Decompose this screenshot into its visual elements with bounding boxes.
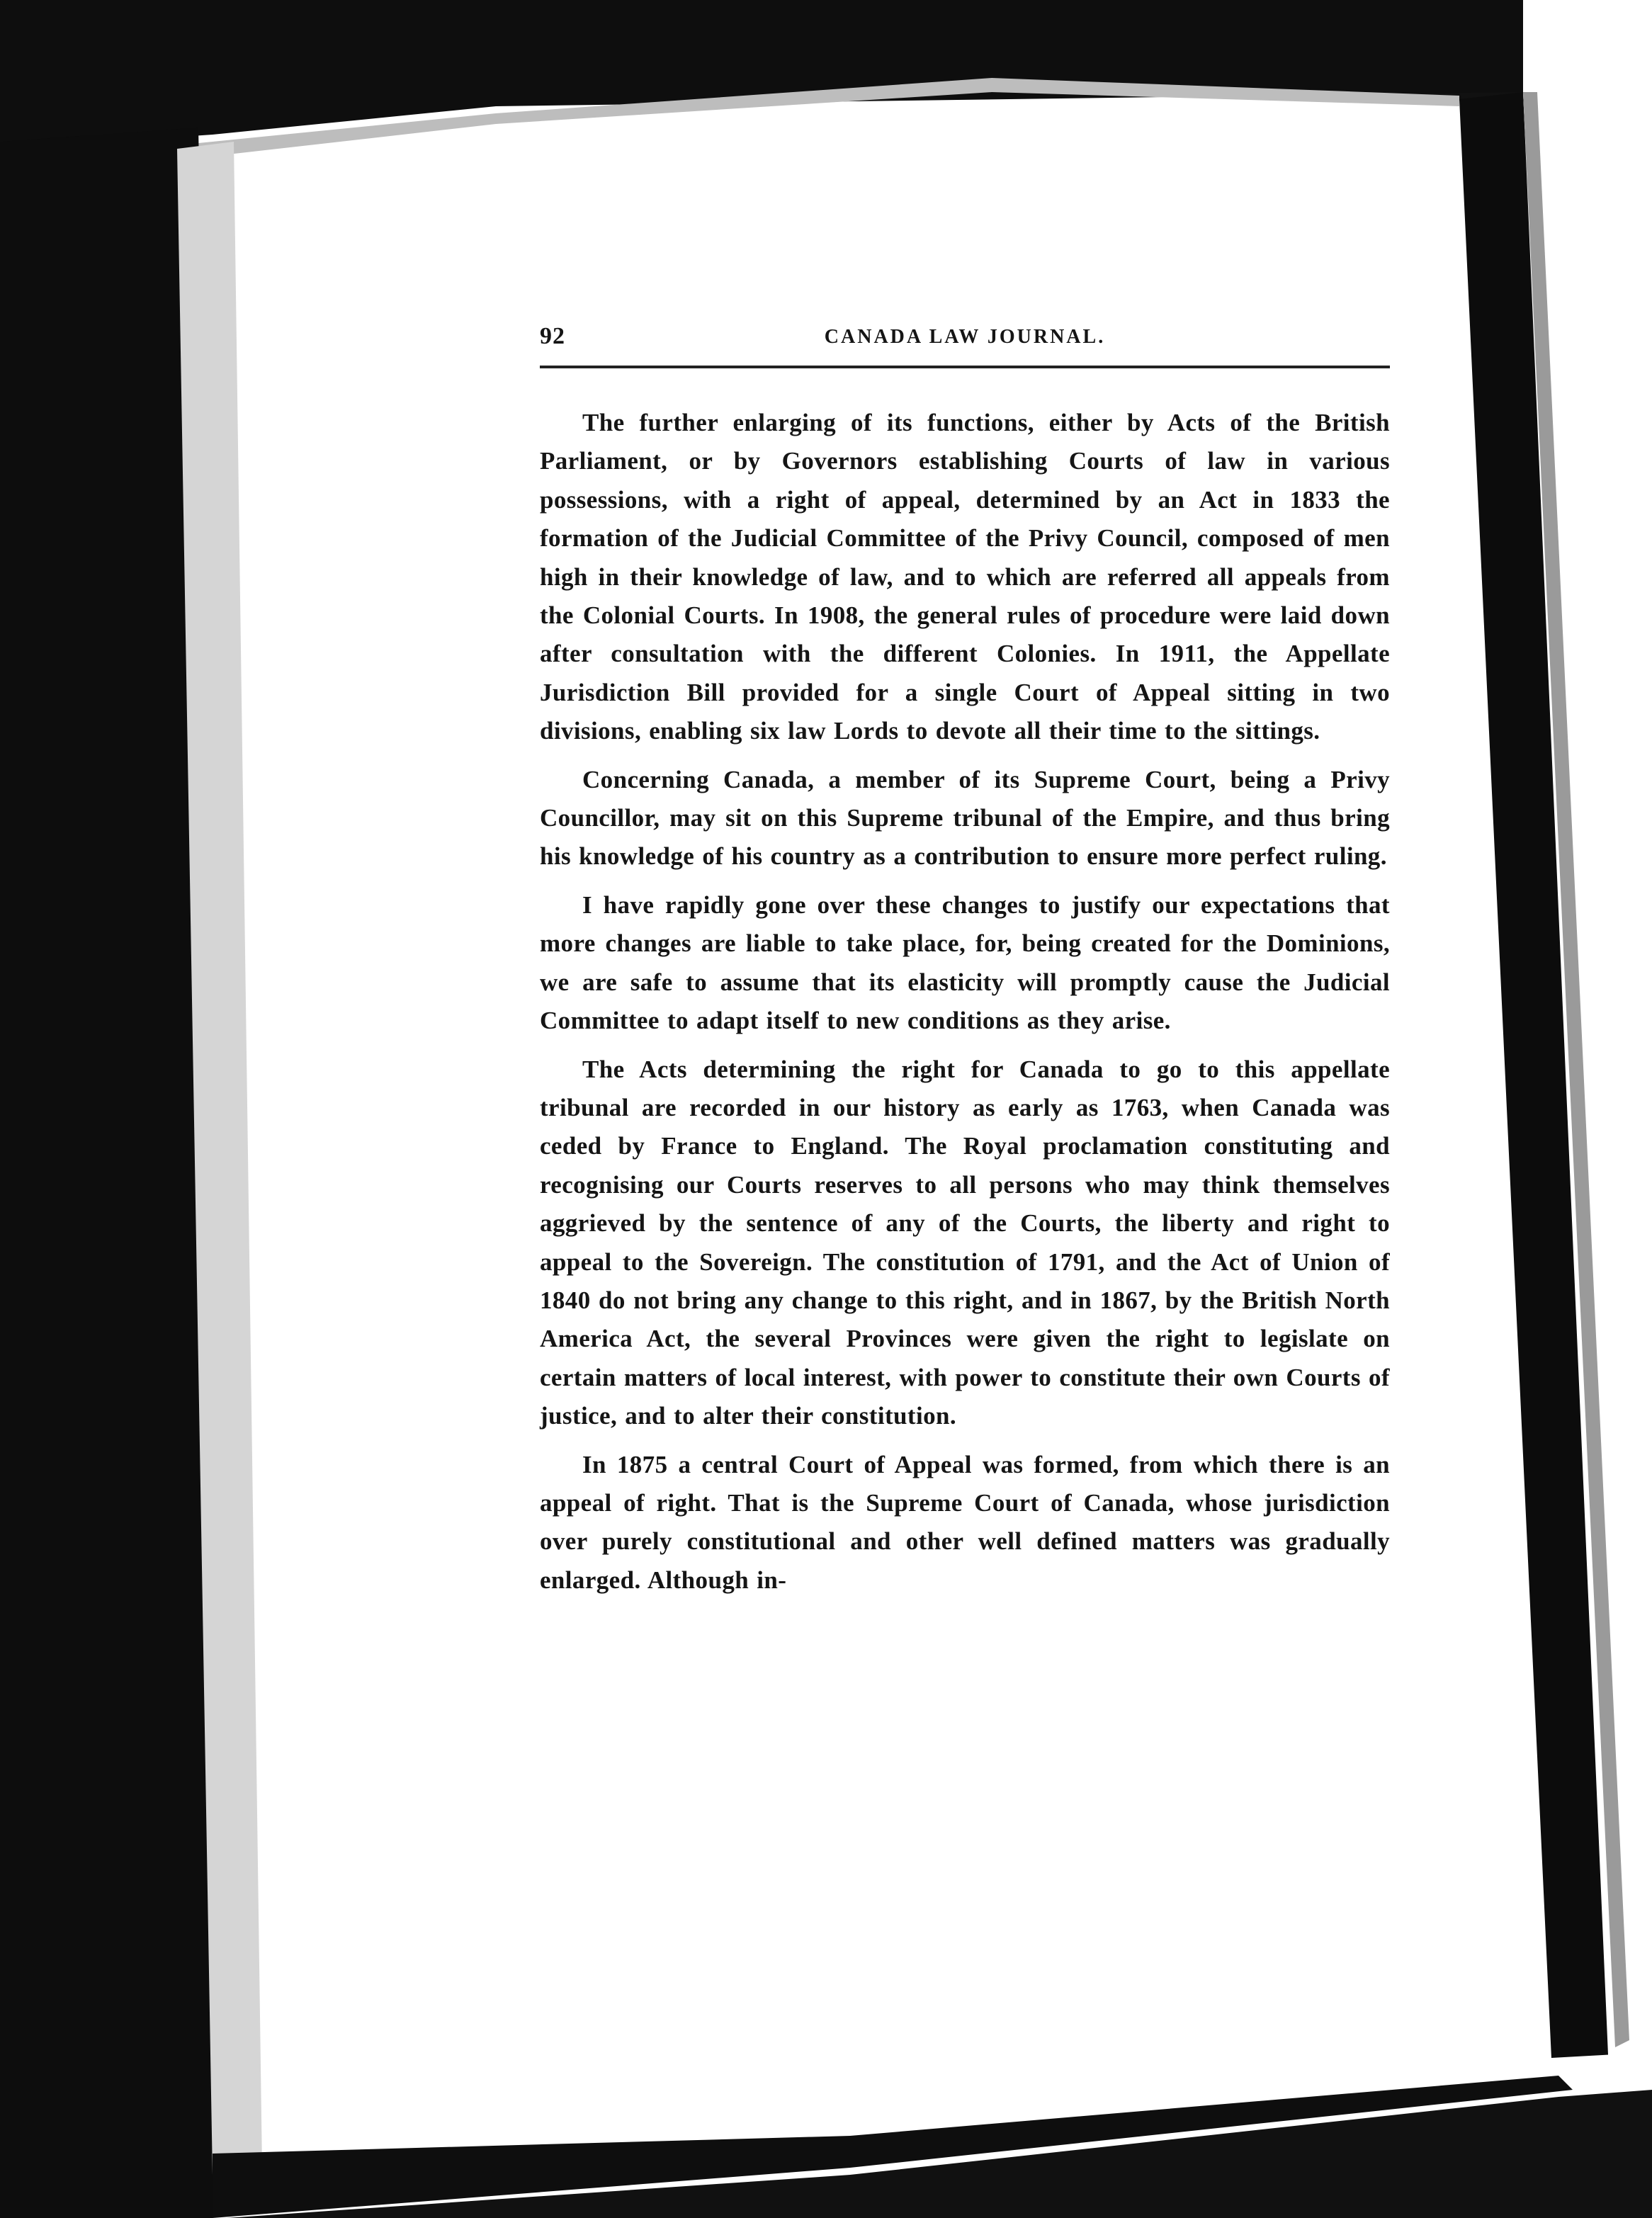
paragraph-4: The Acts determining the right for Canada to go to this appellate tribunal are recorded in our history as early as 1763, when Canada was ceded by France to England. The Royal proclamation constituting and recognising our Courts reserves to all persons who may think themselves aggrieved by the sentence of any of the Courts, the liberty and right to appeal to the Sovereign. The constitution of 1791, and the Act of Union of 1840 do not bring any change to this right, and in 1867, by the British North America Act, the several Provinces were given the right to legislate on certain matters of local interest, with power to constitute their own Courts of justice, and to alter their constitution. — [540, 1055, 1390, 1430]
journal-page — [540, 323, 1390, 1609]
paragraph-1: The further enlarging of its functions, either by Acts of the British Parliament, or by Governors establishing Courts of law in various possessions, with a right of appeal, determined by an Act in 1833 the formation of the Judicial Committee of the Privy Council, composed of men high in their knowledge of law, and to which are referred all appeals from the Colonial Courts. In 1908, the general rules of procedure were laid down after consultation with the different Colonies. In 1911, the Appellate Jurisdiction Bill provided for a single Court of Appeal sitting in two divisions, enabling six law Lords to devote all their time to the sittings. — [540, 409, 1390, 745]
paragraph-3: I have rapidly gone over these changes to justify our expectations that more changes are liable to take place, for, being created for the Dominions, we are safe to assume that its elasticity will promptly cause the Judicial Committee to adapt itself to new conditions as they arise. — [540, 890, 1390, 1035]
running-head — [540, 323, 1390, 368]
journal-title: CANADA LAW JOURNAL. — [824, 326, 1106, 348]
page-number: 92 — [540, 323, 565, 349]
paragraph-5: In 1875 a central Court of Appeal was formed, from which there is an appeal of right. That is the Supreme Court of Canada, whose jurisdiction over purely constitutional and other well defined matters was gradually enlarged. Although in- — [540, 1450, 1390, 1594]
paragraph-2: Concerning Canada, a member of its Supreme Court, being a Privy Councillor, may sit on this Supreme tribunal of the Empire, and thus bring his knowledge of his country as a contribution to ensure more perfect ruling. — [540, 765, 1390, 871]
